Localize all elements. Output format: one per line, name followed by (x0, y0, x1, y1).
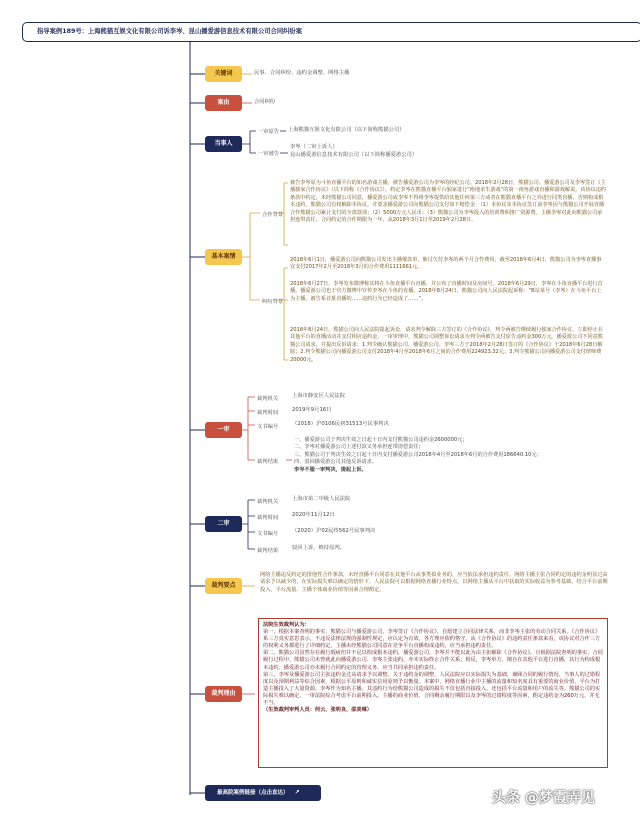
case-link-button[interactable] (205, 785, 321, 801)
background-label: 合作背景 (262, 212, 284, 218)
second-court-label: 裁判机关 (257, 499, 279, 505)
reasoning-box (258, 618, 608, 768)
background-text: 被告李岑原为斗鱼直播平台的知名游戏主播，被告播爱游公司为李岑的经纪公司。2018年2月28日，熊猫公司、播爱游公司及李岑签订《主播独家合作协议》（以下简称《合作协议》），约定李岑在熊猫直播平台独家进行“绝地求生游戏”的第一视角游戏直播和游戏解说。该协议违约条款中约定，未经熊猫公司同意，播爱游公司或李岑不得将李岑提供给其他任何第三方或者在熊猫直播平台之外进行同类直播，否则构成根本违约，熊猫公司有权解除本协议，并要求播爱游公司向熊猫公司支付如下赔偿金：（1）本协议及本协议签订前李岑因与熊猫公司开展直播合作熊猫公司累计支付的全部款项；（2）5000万元人民币；（3）熊猫公司为李岑投入的培训费和推广资源费。主播李岑对此向熊猫公司承担连带责任。合同约定的合作期限为一年，从2018年3月1日至2019年2月28日。 (290, 180, 607, 224)
first-date: 2019年9月16日 (292, 407, 332, 413)
facts-node[interactable]: 基本案情 (205, 249, 242, 265)
defendant-role: 一审被告 (258, 151, 280, 157)
first-doc-label: 文书编号 (257, 424, 279, 430)
cause-text: 合同纠纷 (254, 99, 276, 105)
keywords-node[interactable]: 关键词 (205, 66, 242, 82)
second-doc: （2020）沪02民终562号民事判决 (292, 528, 376, 534)
reasoning-heading: 法院生效裁判认为： (263, 622, 310, 628)
cause-node[interactable]: 案由 (205, 95, 242, 111)
defendant-name-2: 昆山播爱游信息技术有限公司（以下简称播爱游公司） (290, 152, 418, 158)
dispute-label: 纠纷背景 (262, 299, 284, 305)
plaintiff-role: 一审原告 (258, 129, 280, 135)
second-result: 驳回上诉，维持原判。 (292, 545, 345, 551)
reasoning-node[interactable]: 裁判理由 (205, 686, 242, 702)
second-instance-node[interactable]: 二审 (205, 516, 242, 532)
page-title: 指导案例189号：上海熊猫互娱文化有限公司诉李岑、昆山播爱游信息技术有限公司合同纠纷案 (22, 22, 640, 42)
second-result-label: 裁判结果 (257, 548, 279, 554)
first-result-list (294, 437, 606, 474)
first-court-label: 裁判机关 (257, 396, 279, 402)
first-doc: （2018）沪0106民初31513号民事判决 (292, 421, 389, 427)
reasoning-judges: （生效裁判审判人员：何云、张明良、邵美琳） (263, 707, 372, 714)
second-date-label: 裁判时间 (257, 515, 279, 521)
first-result-appeal: 李岑不服一审判决，提起上诉。 (294, 466, 367, 473)
first-instance-node[interactable]: 一审 (205, 422, 242, 438)
case-link-label: 最高院案例链接（点击直达） (217, 790, 289, 796)
plaintiff-name: 上海熊猫互娱文化有限公司（以下简称熊猫公司） (288, 127, 405, 133)
second-doc-label: 文书编号 (257, 531, 279, 537)
reasoning-point-3: 第三，李岑及播爱游公司主张违约金过高请求予以调整。关于违约金的调整，人民法院应以实际损失为基础，兼顾合同的履行情况、当事人的过错程度以及预期利益等综合因素，根据公平原则和诚实信用原则予以衡量。本案中，网络直播行业中主播的流量和知名度具有重要的商业价值，平台为打造主播投入了大量资源。李岑作为知名主播，其违约行为给熊猫公司造成的损失不仅包括直接投入，还包括平台流量和用户的流失等。熊猫公司的实际损失难以确定，一审法院综合考虑平台前期投入、主播的商业价值、合同剩余履行期限以及李岑的过错程度等因素，酌定违约金为260万元，并无不当。 (263, 671, 601, 707)
reasoning-point-2: 第二，熊猫公司虽然存在履行瑕疵但并不足以构成根本违约，播爱游公司、李岑并不能以此为由主张解除《合作协议》。且根据法院查明的事实，合同履行过程中，熊猫公司未曾就此向播爱游公司、李岑主张违约，亦未实际终止合作关系；相反，李岑单方、擅自在其他平台进行直播，其行为构成根本违约，播爱游公司亦未履行合同约定的管理义务，应当共同承担违约责任。 (263, 650, 603, 671)
second-date: 2020年11月12日 (292, 512, 335, 518)
gist-text: 网络主播违反约定的排他性合作条款，未经直播平台同意在其他平台从事类似业务的，应当依法承担违约责任。网络主播主张合同约定的违约金明显过高请求予以减少的，在实际损失难以确定的情形下，人民法院可以根据网络直播行业特点，以网络主播从平台中获取的实际收益为参考基础，结合平台前期投入、平台流量、主播个体商业价值等因素合理酌定。 (260, 572, 608, 593)
first-date-label: 裁判时间 (257, 410, 279, 416)
defendant-name-1: 李岑（二审上诉人） (290, 144, 338, 150)
parties-node[interactable]: 当事人 (205, 136, 242, 152)
first-result-label: 裁判结果 (257, 459, 279, 465)
external-link-icon: ↗ (294, 789, 300, 796)
first-court: 上海市静安区人民法院 (292, 393, 345, 399)
watermark: 头条 @梦霞弄见 (492, 790, 595, 806)
dispute-paragraph-2: 2018年6月27日，李岑发布微博称其将在斗鱼直播平台直播，并公布了直播时间及房间号。2018年6月29日，李岑在斗鱼直播平台进行首播。播爱游公司也于官方微博中宣传李岑在斗鱼的直播。2018年8月24日，熊猫公司向人民法院起诉称：“B站某号（李岑）在斗鱼平台上为主播，被告系首批直播的……违约行为已经造成了……”。 (290, 281, 603, 302)
second-court: 上海市第二中级人民法院 (292, 496, 351, 502)
first-result-4: 四、驳回播爱游公司其他反诉请求。 (294, 459, 378, 466)
first-result-2: 二、李岑对播爱游公司上述付款义务承担连带清偿责任； (294, 444, 424, 451)
gist-node[interactable]: 裁判要点 (205, 578, 242, 594)
first-result-3: 三、熊猫公司于判决生效之日起十日内支付播爱游公司2018年4月至2018年6月的合作费用186640.10元； (294, 451, 542, 458)
dispute-paragraph-3: 2018年8月24日，熊猫公司向人民法院提起诉讼，请求判令解除三方签订的《合作协议》，判令两被告继续履行独家合作协议、立即停止在其他平台的直播活动并支付相应违约金。一审审理中，熊猫公司调整诉讼请求为判令两被告支付原告违约金300万元。播爱游公司不同意熊猫公司请求，并提出反诉请求：1.判令确认熊猫公司、播爱游公司、李岑三方于2018年2月28日签订的《合作协议》于2018年6月28日解除；2.判令熊猫公司向播爱游公司支付2018年4月至2018年6月之间的合作费用224923.32元；3.判令熊猫公司向播爱游公司支付律师费20000元。 (290, 327, 603, 363)
dispute-paragraph-1: 2018年6月1日，播爱游公司向熊猫公司发出主播催款单，催讨欠付李岑的两个月合作费用，截至2018年6月4日，熊猫公司为李岑直播事宜支付2017年2月至2018年3月的合作费用1111661元。 (290, 257, 602, 271)
first-result-1: 一、播爱游公司于判决生效之日起十日内支付熊猫公司违约金2600000元； (294, 437, 468, 443)
keywords-text: 民事、合同纠纷、违约金调整、网络主播 (254, 70, 350, 76)
reasoning-point-1: 第一，根据本案查明的事实，熊猫公司与播爱游公司、李岑签订《合作协议》，自愿建立合同法律关系，而非李岑主张的劳动合同关系。《合作协议》系三方真实意思表示，不违反法律法规的强制性规定，应认定为有效。各方理应依约恪守。从《合作协议》的违约责任条款来看，该协议对合作三方的权利义务都进行了详细约定，主播未经熊猫公司同意在竞争平台直播构成违约，应当承担违约责任。 (263, 629, 601, 650)
